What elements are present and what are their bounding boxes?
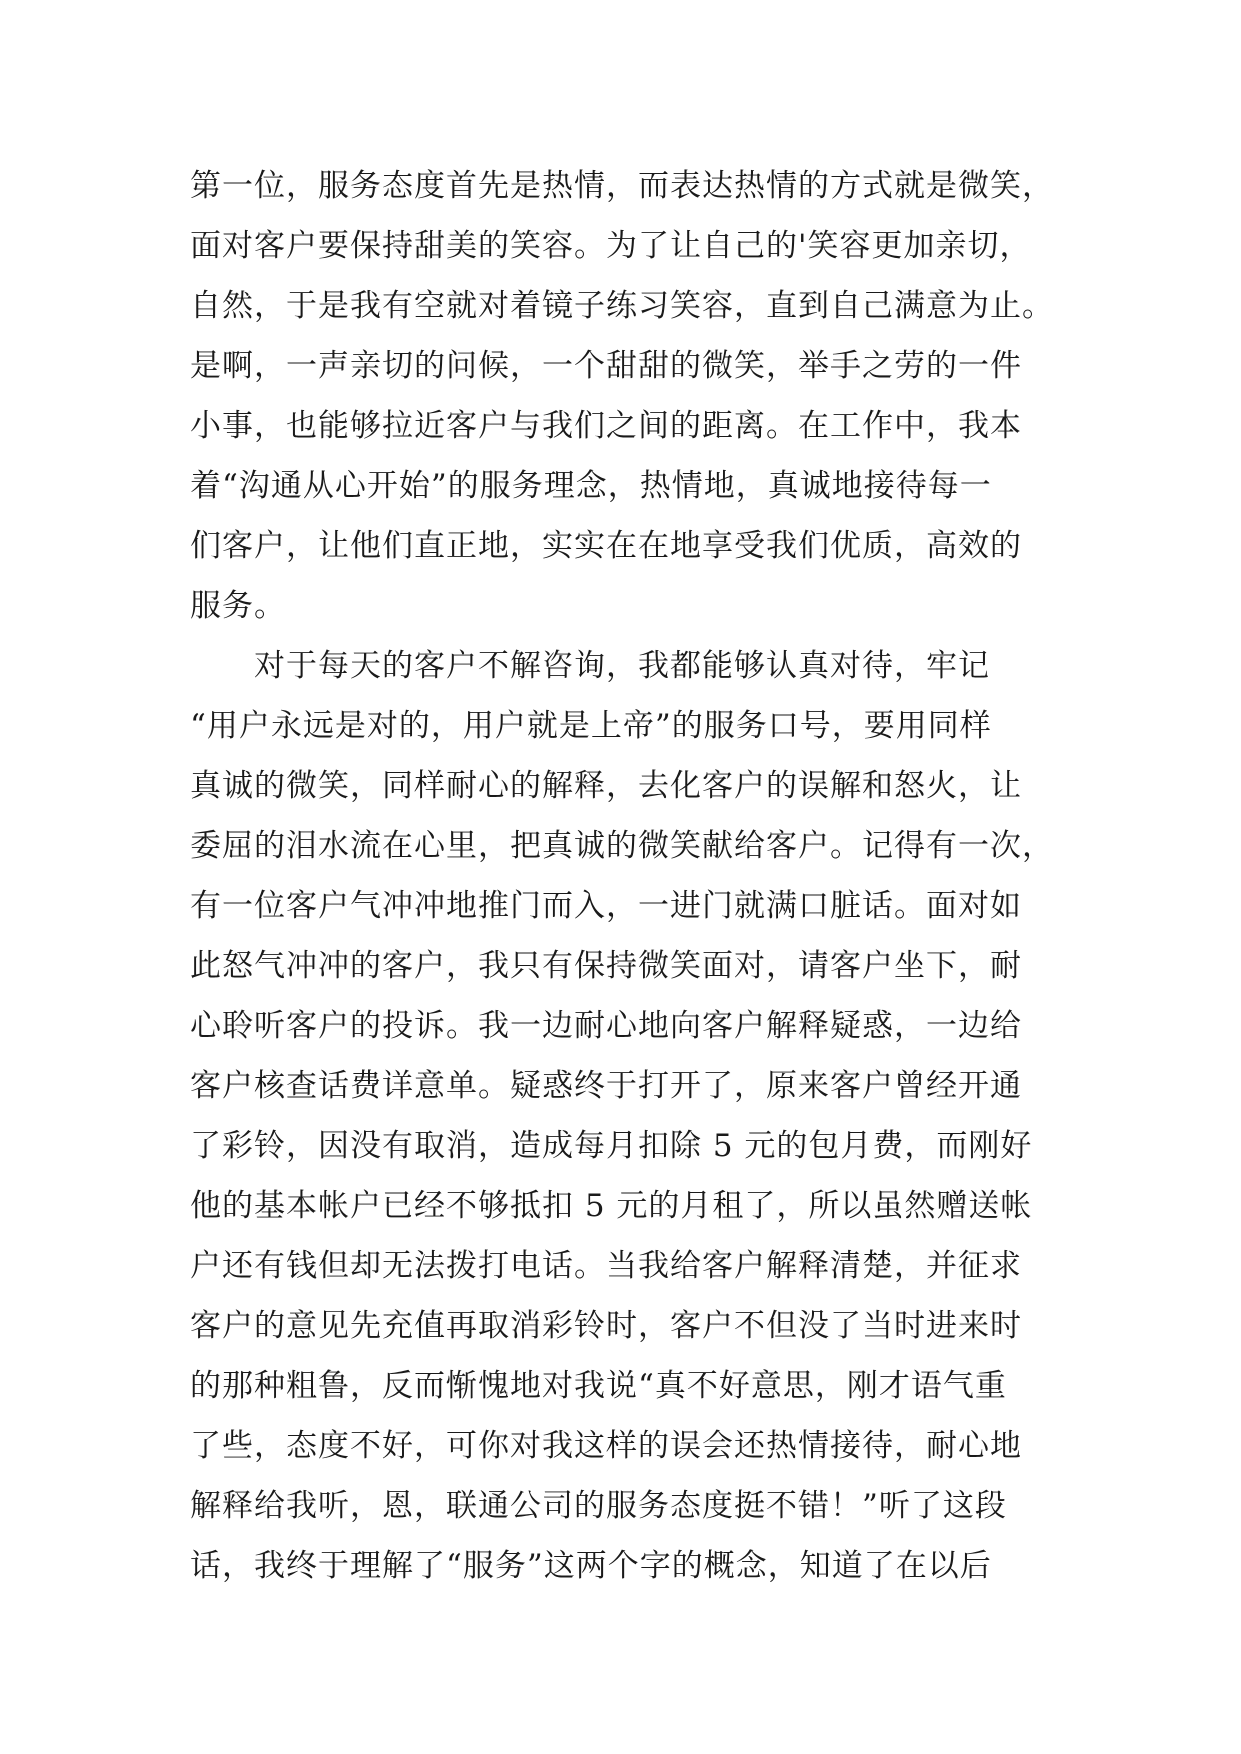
paragraph-line: 委屈的泪水流在心里，把真诚的微笑献给客户。记得有一次， [190, 828, 1054, 864]
paragraph-line: 解释给我听，恩，联通公司的服务态度挺不错！”听了这段 [190, 1488, 1007, 1524]
paragraph-line: 面对客户要保持甜美的笑容。为了让自己的'笑容更加亲切， [190, 228, 1032, 264]
paragraph-line: 小事，也能够拉近客户与我们之间的距离。在工作中，我本 [190, 408, 1022, 444]
paragraph-line: 了彩铃，因没有取消，造成每月扣除 5 元的包月费，而刚好 [190, 1128, 1033, 1164]
paragraph-line: 户还有钱但却无法拨打电话。当我给客户解释清楚，并征求 [190, 1248, 1022, 1284]
paragraph-line: 是啊，一声亲切的问候，一个甜甜的微笑，举手之劳的一件 [190, 348, 1022, 384]
paragraph-line: 服务。 [190, 588, 286, 624]
paragraph-first-line: 对于每天的客户不解咨询，我都能够认真对待，牢记 [254, 648, 990, 684]
paragraph-line: 了些，态度不好，可你对我这样的误会还热情接待，耐心地 [190, 1428, 1022, 1464]
paragraph-line: 此怒气冲冲的客户，我只有保持微笑面对，请客户坐下，耐 [190, 948, 1022, 984]
paragraph-line: 第一位，服务态度首先是热情，而表达热情的方式就是微笑， [190, 168, 1054, 204]
paragraph-line: 有一位客户气冲冲地推门而入，一进门就满口脏话。面对如 [190, 888, 1022, 924]
paragraph-line: 着“沟通从心开始”的服务理念，热情地，真诚地接待每一 [190, 468, 992, 504]
paragraph-line: 们客户，让他们直正地，实实在在地享受我们优质，高效的 [190, 528, 1022, 564]
paragraph-line: 心聆听客户的投诉。我一边耐心地向客户解释疑惑，一边给 [190, 1008, 1022, 1044]
paragraph-line: 客户核查话费详意单。疑惑终于打开了，原来客户曾经开通 [190, 1068, 1022, 1104]
paragraph-line: 客户的意见先充值再取消彩铃时，客户不但没了当时进来时 [190, 1308, 1022, 1344]
paragraph-line: 的那种粗鲁，反而惭愧地对我说“真不好意思，刚才语气重 [190, 1368, 1007, 1404]
paragraph-line: 自然，于是我有空就对着镜子练习笑容，直到自己满意为止。 [190, 288, 1054, 324]
paragraph-line: 真诚的微笑，同样耐心的解释，去化客户的误解和怒火，让 [190, 768, 1022, 804]
paragraph-line: 他的基本帐户已经不够抵扣 5 元的月租了，所以虽然赠送帐 [190, 1188, 1033, 1224]
paragraph-line: “用户永远是对的，用户就是上帝”的服务口号，要用同样 [190, 708, 992, 744]
paragraph-line: 话，我终于理解了“服务”这两个字的概念，知道了在以后 [190, 1548, 992, 1584]
